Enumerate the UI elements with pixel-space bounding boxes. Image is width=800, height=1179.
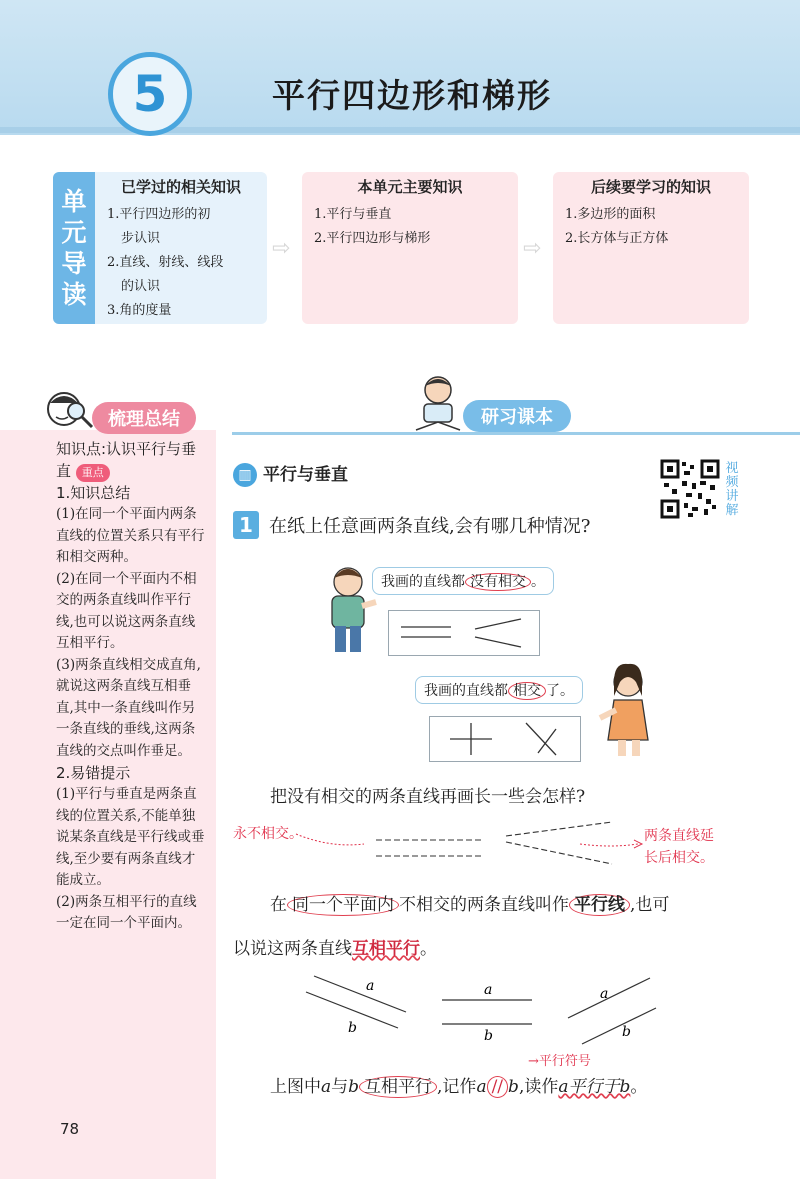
bubble-text: 我画的直线都 — [424, 683, 508, 699]
qr-code[interactable] — [660, 459, 720, 519]
line-label-a: a — [600, 986, 609, 1002]
learned-item: 的认识 — [121, 279, 161, 294]
variable-a: a — [321, 1077, 332, 1097]
future-knowledge-title: 后续要学习的知识 — [590, 178, 711, 196]
variable-b: b — [508, 1077, 519, 1097]
tips-paragraph: (1)平行与垂直是两条直线的位置关系,不能单独说某条直线是平行线或垂线,至少要有两条直线才能成立。 — [56, 786, 205, 888]
arrow-right-icon: → — [528, 1054, 539, 1069]
sentence-text: ,记作 — [437, 1077, 477, 1097]
definition-text: 以说这两条直线 — [233, 939, 352, 959]
note-line: 长后相交。 — [644, 850, 714, 866]
definition-text: 。 — [420, 939, 437, 959]
main-divider — [232, 432, 800, 435]
intersecting-lines-drawing — [430, 717, 580, 761]
circled-keyword: 同一个平面内 — [287, 894, 399, 916]
section-heading — [233, 460, 348, 487]
reading-text: a平行于b — [558, 1077, 631, 1097]
learned-knowledge-box — [95, 172, 267, 324]
sentence-text: 。 — [630, 1077, 648, 1097]
line-label-b: b — [622, 1024, 631, 1040]
definition-text: 在 — [270, 895, 287, 915]
parallel-symbol: // — [487, 1076, 508, 1098]
reading-boy-icon — [410, 372, 466, 434]
main-knowledge-box — [302, 172, 518, 324]
unit-number: 5 — [132, 65, 168, 123]
main-knowledge-title: 本单元主要知识 — [357, 178, 463, 196]
line-label-b: b — [348, 1020, 357, 1036]
guide-tab-char: 单 — [61, 186, 87, 216]
learned-item: 步认识 — [121, 231, 161, 246]
boy-speech-bubble — [372, 567, 554, 595]
question-number: 1 — [233, 511, 259, 539]
video-explanation-label[interactable]: 视频讲解 — [725, 461, 739, 518]
summary-section-title: 1.知识总结 — [56, 484, 131, 502]
future-knowledge-box — [553, 172, 749, 324]
knowledge-point-text: 知识点:认识平行与垂直 — [56, 440, 197, 480]
intersect-after-extension-note — [644, 825, 714, 869]
guide-tab-char: 导 — [61, 249, 87, 278]
definition-line-1 — [270, 890, 669, 915]
section-title: 平行与垂直 — [263, 465, 348, 485]
main-knowledge-item: 2.平行四边形与梯形 — [314, 231, 431, 246]
summary-paragraph: (3)两条直线相交成直角,就说这两条直线互相垂直,其中一条直线叫作另一条直线的垂线,这两条直线的交点叫作垂足。 — [56, 656, 201, 759]
bubble-text: 了。 — [546, 683, 574, 699]
arrow-right-icon: ⇨ — [272, 236, 291, 261]
bubble-text: 。 — [531, 574, 545, 590]
girl-speech-bubble — [415, 676, 583, 704]
note-line: 两条直线延 — [644, 828, 714, 844]
intersecting-lines-box — [429, 716, 581, 762]
error-tips-title: 2.易错提示 — [56, 764, 131, 782]
book-icon: ▥ — [233, 463, 257, 487]
variable-b: b — [348, 1077, 360, 1097]
unit-number-badge — [108, 52, 192, 136]
example-line — [568, 978, 650, 1018]
line-label-b: b — [484, 1028, 493, 1044]
definition-text: 不相交的两条直线叫作 — [399, 895, 569, 915]
knowledge-point-title — [56, 438, 208, 482]
highlighted-keyword: 互相平行 — [352, 939, 420, 959]
key-point-badge: 重点 — [76, 464, 110, 482]
circled-keyword: 互相平行 — [359, 1076, 437, 1098]
sentence-text: 上图中 — [270, 1077, 321, 1097]
sentence-text: ,读作 — [518, 1077, 559, 1097]
bubble-text: 我画的直线都 — [381, 574, 465, 590]
learned-item: 2.直线、射线、线段 — [107, 255, 224, 270]
example-line — [582, 1008, 656, 1044]
sidebar-content — [56, 438, 208, 935]
girl-illustration — [596, 660, 662, 760]
extend-question: 把没有相交的两条直线再画长一些会怎样? — [270, 787, 586, 807]
line-label-a: a — [484, 982, 493, 998]
page-title: 平行四边形和梯形 — [272, 76, 552, 115]
variable-a: a — [476, 1077, 487, 1097]
notation-sentence — [270, 1072, 647, 1097]
magnifier-kid-icon — [40, 385, 98, 433]
summary-paragraph: (1)在同一个平面内两条直线的位置关系只有平行和相交两种。 — [56, 506, 205, 565]
learned-item: 1.平行四边形的初 — [107, 207, 211, 222]
question-text: 在纸上任意画两条直线,会有哪几种情况? — [269, 516, 591, 537]
summary-tag: 梳理总结 — [92, 402, 196, 434]
summary-paragraph: (2)在同一个平面内不相交的两条直线叫作平行线,也可以说这两条直线互相平行。 — [56, 570, 197, 651]
never-intersect-note: 永不相交。 — [233, 826, 303, 842]
parallel-symbol-note — [528, 1050, 591, 1069]
definition-line-2 — [233, 934, 437, 959]
learned-title: 已学过的相关知识 — [120, 178, 241, 196]
guide-tab-char: 元 — [61, 217, 87, 247]
study-textbook-tag: 研习课本 — [463, 400, 571, 432]
definition-text: ,也可 — [630, 895, 670, 915]
unit-guide-tab — [53, 172, 95, 324]
arrow-right-icon: ⇨ — [523, 236, 542, 261]
future-knowledge-item: 2.长方体与正方体 — [565, 231, 669, 246]
main-knowledge-item: 1.平行与垂直 — [314, 207, 392, 222]
line-label-a: a — [366, 978, 375, 994]
example-line — [314, 976, 406, 1012]
symbol-note-text: 平行符号 — [538, 1054, 591, 1069]
non-intersecting-lines-box — [388, 610, 540, 656]
page-number: 78 — [60, 1120, 80, 1138]
tips-paragraph: (2)两条互相平行的直线一定在同一个平面内。 — [56, 893, 197, 931]
learned-item: 3.角的度量 — [107, 303, 172, 318]
extended-lines-figure — [290, 820, 650, 880]
circled-keyword: 相交 — [508, 682, 546, 700]
future-knowledge-item: 1.多边形的面积 — [565, 207, 656, 222]
parallel-lines-drawing — [389, 611, 539, 655]
guide-tab-char: 读 — [61, 280, 87, 310]
boy-illustration — [318, 562, 380, 658]
sentence-text: 与 — [331, 1077, 349, 1097]
circled-keyword: 没有相交 — [465, 573, 531, 591]
header-stripe — [0, 127, 800, 133]
circled-keyword: 平行线 — [569, 894, 630, 916]
parallel-examples-figure — [300, 968, 660, 1048]
